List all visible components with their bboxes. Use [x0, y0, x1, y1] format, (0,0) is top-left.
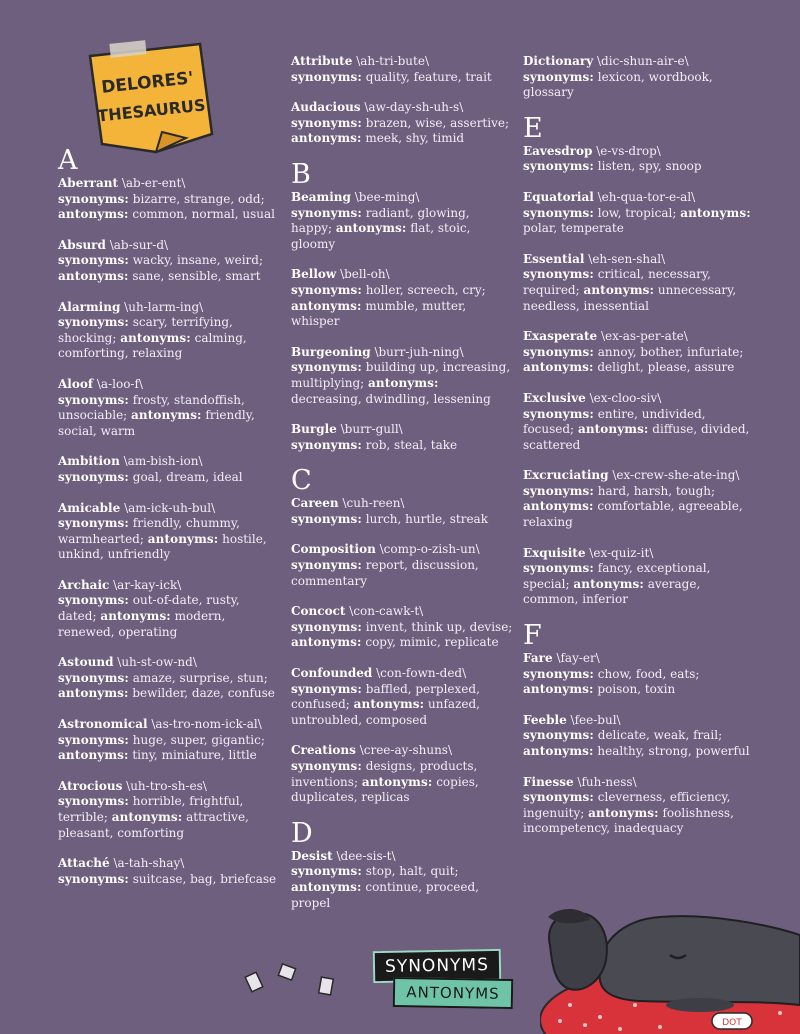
- entry-pronunciation: \burr-gull\: [340, 422, 403, 437]
- synonyms-list: invent, think up, devise;: [365, 619, 513, 634]
- entry-word: Attribute: [291, 54, 353, 68]
- synonyms-list: low, tropical;: [597, 205, 677, 220]
- delores-thesaurus-logo: [82, 40, 217, 158]
- synonyms-label: synonyms:: [58, 191, 129, 206]
- entry-pronunciation: \ab-sur-d\: [109, 237, 169, 252]
- synonyms-label: synonyms:: [291, 437, 362, 452]
- thesaurus-entry: [523, 329, 753, 376]
- antonyms-list: delight, please, assure: [597, 360, 735, 375]
- synonyms-list: holler, screech, cry;: [365, 282, 486, 297]
- synonyms-label: synonyms:: [58, 732, 129, 747]
- entry-pronunciation: \uh-larm-ing\: [124, 299, 204, 314]
- synonyms-list: frosty, standoffish, unsociable;: [58, 392, 245, 423]
- synonyms-label: synonyms:: [523, 69, 594, 84]
- entry-word: Astound: [58, 655, 114, 670]
- thesaurus-entry: [291, 666, 513, 728]
- paper-scraps-doodle: [240, 960, 350, 1000]
- entry-pronunciation: \con-cawk-t\: [349, 604, 424, 619]
- synonyms-label: synonyms:: [291, 864, 362, 879]
- logo-line-1: DELORES': [100, 68, 195, 98]
- thesaurus-column-3: [523, 54, 753, 852]
- entry-pronunciation: \uh-st-ow-nd\: [117, 655, 197, 670]
- antonyms-list: friendly, social, warm: [58, 408, 255, 438]
- antonyms-label: antonyms:: [368, 375, 439, 390]
- thesaurus-entry: [291, 542, 513, 589]
- entry-pronunciation: \aw-day-sh-uh-s\: [364, 100, 464, 115]
- thesaurus-entry: [291, 422, 513, 453]
- antonyms-list: average, common, inferior: [523, 576, 701, 607]
- entry-pronunciation: \comp-o-zish-un\: [379, 542, 480, 557]
- synonyms-list: amaze, surprise, stun;: [132, 670, 268, 685]
- antonyms-label: antonyms:: [120, 330, 191, 345]
- entry-pronunciation: \ar-kay-ick\: [113, 577, 182, 592]
- thesaurus-entry: [523, 775, 753, 837]
- entry-word: Bellow: [291, 267, 337, 282]
- entry-word: Atrocious: [58, 778, 123, 793]
- antonyms-list: foolishness, incompetency, inadequacy: [523, 805, 734, 836]
- antonyms-label: antonyms:: [523, 499, 594, 514]
- antonyms-label: antonyms:: [111, 810, 183, 824]
- entry-word: Eavesdrop: [523, 143, 593, 158]
- entry-word: Dictionary: [523, 54, 594, 68]
- antonyms-list: meek, shy, timid: [365, 131, 465, 146]
- synonyms-list: quality, feature, trait: [365, 69, 492, 84]
- entry-pronunciation: \uh-tro-sh-es\: [126, 778, 207, 793]
- synonyms-label: synonyms:: [58, 670, 129, 685]
- entry-pronunciation: \dic-shun-air-e\: [597, 54, 689, 68]
- thesaurus-entry: [58, 501, 280, 563]
- synonyms-label: synonyms:: [523, 267, 594, 282]
- entry-pronunciation: \burr-juh-ning\: [374, 344, 464, 359]
- antonyms-label: antonyms:: [523, 360, 594, 375]
- synonyms-list: building up, increasing, multiplying;: [291, 360, 511, 390]
- entry-pronunciation: \ab-er-ent\: [121, 176, 186, 190]
- entry-pronunciation: \dee-sis-t\: [336, 848, 396, 863]
- antonyms-label: antonyms:: [291, 879, 362, 894]
- entry-pronunciation: \bell-oh\: [340, 267, 390, 282]
- synonyms-list: rob, steal, take: [365, 437, 458, 452]
- entry-word: Audacious: [291, 100, 361, 115]
- antonyms-list: flat, stoic, gloomy: [291, 221, 471, 251]
- entry-word: Archaic: [58, 577, 110, 592]
- antonyms-label: antonyms:: [361, 774, 433, 789]
- synonyms-label: synonyms:: [291, 558, 362, 573]
- antonyms-list: unnecessary, needless, inessential: [523, 282, 737, 313]
- thesaurus-entry: [58, 717, 280, 764]
- antonyms-label: antonyms:: [573, 576, 644, 591]
- synonyms-list: out-of-date, rusty, dated;: [58, 593, 240, 624]
- antonyms-label: antonyms:: [147, 531, 219, 546]
- entry-word: Absurd: [58, 237, 106, 252]
- antonyms-label: antonyms:: [291, 131, 362, 146]
- synonyms-list: lurch, hurtle, streak: [365, 511, 488, 526]
- antonyms-label: antonyms:: [291, 298, 362, 313]
- thesaurus-entry: [523, 546, 753, 608]
- antonyms-label: antonyms:: [131, 408, 202, 423]
- synonyms-label: synonyms:: [523, 406, 594, 421]
- synonyms-label: synonyms:: [58, 315, 129, 330]
- entry-word: Alarming: [58, 299, 121, 314]
- sleeping-dog-illustration: [540, 905, 800, 1034]
- synonyms-label: synonyms:: [523, 344, 594, 359]
- synonyms-label: synonyms:: [291, 360, 362, 375]
- entry-word: Amicable: [58, 500, 121, 515]
- thesaurus-entry: [291, 100, 513, 147]
- entry-pronunciation: \ex-as-per-ate\: [600, 329, 688, 344]
- thesaurus-entry: [58, 779, 280, 841]
- synonyms-label: synonyms:: [291, 511, 362, 526]
- synonyms-list: radiant, glowing, happy;: [291, 205, 470, 236]
- entry-pronunciation: \ah-tri-bute\: [356, 54, 429, 68]
- entry-word: Exquisite: [523, 545, 586, 560]
- antonyms-label: antonyms:: [680, 205, 751, 220]
- antonyms-list: polar, temperate: [523, 221, 624, 236]
- synonyms-list: fancy, exceptional, special;: [523, 561, 711, 591]
- antonyms-list: diffuse, divided, scattered: [523, 422, 750, 452]
- thesaurus-entry: [291, 604, 513, 651]
- entry-pronunciation: \am-ick-uh-bul\: [124, 500, 216, 515]
- thesaurus-entry: [523, 54, 753, 101]
- thesaurus-entry: [291, 849, 513, 911]
- synonyms-list: baffled, perplexed, confused;: [291, 681, 480, 712]
- entry-pronunciation: \ex-cloo-siv\: [589, 390, 662, 405]
- synonyms-list: huge, super, gigantic;: [132, 732, 265, 747]
- thesaurus-column-1: [58, 145, 280, 902]
- thesaurus-entry: [523, 713, 753, 760]
- entry-pronunciation: \as-tro-nom-ick-al\: [151, 717, 262, 732]
- synonyms-label: synonyms:: [291, 69, 362, 84]
- antonyms-list: healthy, strong, powerful: [597, 744, 750, 758]
- antonyms-label: antonyms:: [58, 748, 129, 763]
- thesaurus-column-2: [291, 54, 513, 926]
- antonyms-label: antonyms:: [523, 682, 594, 697]
- thesaurus-entry: [291, 345, 513, 407]
- thesaurus-entry: [291, 190, 513, 252]
- section-letter: A: [58, 145, 78, 176]
- entry-word: Finesse: [523, 774, 574, 789]
- synonyms-label: synonyms:: [58, 794, 129, 809]
- entry-pronunciation: \cree-ay-shuns\: [359, 743, 452, 758]
- thesaurus-entry: [523, 190, 753, 237]
- antonyms-list: tiny, miniature, little: [132, 748, 257, 763]
- entry-word: Equatorial: [523, 189, 594, 204]
- synonyms-label: synonyms:: [291, 681, 362, 696]
- entry-pronunciation: \e-vs-drop\: [596, 143, 661, 158]
- entry-pronunciation: \fee-bul\: [570, 712, 621, 727]
- antonyms-sticker: ANTONYMS: [393, 977, 514, 1009]
- synonyms-list: chow, food, eats;: [597, 666, 700, 681]
- synonyms-label: synonyms:: [58, 253, 129, 268]
- antonyms-label: antonyms:: [58, 268, 129, 283]
- antonyms-list: copy, mimic, replicate: [365, 635, 499, 650]
- entry-pronunciation: \ex-crew-she-ate-ing\: [612, 468, 740, 483]
- entry-word: Aloof: [58, 376, 94, 391]
- antonyms-list: common, normal, usual: [132, 207, 275, 222]
- entry-word: Excruciating: [523, 468, 609, 483]
- thesaurus-entry: [523, 391, 753, 453]
- synonyms-label: synonyms:: [523, 159, 594, 174]
- thesaurus-entry: [58, 238, 280, 285]
- synonyms-label: synonyms:: [523, 561, 594, 576]
- thesaurus-entry: [58, 856, 280, 887]
- synonyms-list: entire, undivided, focused;: [523, 406, 706, 437]
- entry-pronunciation: \a-loo-f\: [96, 376, 143, 391]
- synonyms-label: synonyms:: [523, 728, 594, 743]
- synonyms-label: synonyms:: [523, 205, 594, 220]
- thesaurus-entry: [291, 743, 513, 805]
- antonyms-list: copies, duplicates, replicas: [291, 774, 479, 805]
- entry-word: Exasperate: [523, 329, 598, 344]
- synonyms-label: synonyms:: [523, 666, 594, 681]
- section-letter: D: [291, 817, 313, 849]
- synonyms-list: friendly, chummy, warmhearted;: [58, 516, 240, 546]
- entry-word: Aberrant: [58, 176, 119, 190]
- synonyms-list: lexicon, wordbook, glossary: [523, 69, 713, 100]
- synonyms-list: critical, necessary, required;: [523, 267, 711, 297]
- synonyms-label: synonyms:: [291, 115, 362, 130]
- entry-pronunciation: \eh-qua-tor-e-al\: [597, 189, 696, 204]
- entry-word: Careen: [291, 496, 339, 511]
- antonyms-list: unfazed, untroubled, composed: [291, 697, 480, 727]
- thesaurus-entry: [291, 496, 513, 527]
- entry-pronunciation: \bee-ming\: [354, 189, 420, 204]
- antonyms-list: sane, sensible, smart: [132, 268, 261, 283]
- antonyms-list: modern, renewed, operating: [58, 609, 226, 639]
- synonyms-list: wacky, insane, weird;: [132, 253, 264, 268]
- thesaurus-entry: [523, 651, 753, 698]
- synonyms-list: brazen, wise, assertive;: [365, 115, 510, 130]
- entry-word: Creations: [291, 743, 356, 758]
- synonyms-list: listen, spy, snoop: [597, 159, 702, 174]
- antonyms-list: bewilder, daze, confuse: [132, 686, 275, 701]
- entry-pronunciation: \a-tah-shay\: [113, 856, 185, 871]
- antonyms-label: antonyms:: [58, 686, 129, 701]
- thesaurus-entry: [58, 655, 280, 702]
- entry-word: Essential: [523, 251, 585, 266]
- synonyms-list: delicate, weak, frail;: [597, 728, 723, 743]
- entry-word: Fare: [523, 651, 553, 666]
- thesaurus-entry: [58, 578, 280, 640]
- entry-pronunciation: \fay-er\: [556, 651, 600, 666]
- synonyms-label: synonyms:: [291, 282, 362, 297]
- antonyms-list: comfortable, agreeable, relaxing: [523, 499, 743, 530]
- synonyms-list: hard, harsh, tough;: [597, 483, 716, 498]
- synonyms-list: annoy, bother, infuriate;: [597, 344, 744, 359]
- synonyms-label: synonyms:: [523, 483, 594, 498]
- thesaurus-entry: [58, 176, 280, 223]
- entry-word: Composition: [291, 542, 376, 557]
- antonyms-label: antonyms:: [577, 422, 649, 437]
- synonyms-label: synonyms:: [291, 759, 362, 773]
- entry-word: Exclusive: [523, 390, 586, 405]
- antonyms-list: poison, toxin: [597, 682, 676, 697]
- entry-word: Confounded: [291, 666, 373, 681]
- antonyms-label: antonyms:: [523, 744, 594, 758]
- synonyms-list: cleverness, efficiency, ingenuity;: [523, 790, 731, 820]
- antonyms-label: antonyms:: [58, 207, 129, 222]
- entry-word: Ambition: [58, 454, 120, 469]
- thesaurus-entry: [523, 144, 753, 175]
- entry-word: Beaming: [291, 189, 351, 204]
- synonyms-label: synonyms:: [58, 593, 129, 608]
- entry-word: Burgeoning: [291, 344, 371, 359]
- section-letter: F: [523, 620, 542, 652]
- entry-word: Astronomical: [58, 717, 148, 732]
- thesaurus-entry: [523, 468, 753, 530]
- synonyms-list: stop, halt, quit;: [365, 864, 459, 879]
- entry-pronunciation: \ex-quiz-it\: [589, 545, 654, 560]
- synonyms-list: horrible, frightful, terrible;: [58, 794, 244, 824]
- antonyms-list: calming, comforting, relaxing: [58, 330, 247, 361]
- synonyms-sticker: SYNONYMS: [373, 949, 502, 983]
- antonyms-list: attractive, pleasant, comforting: [58, 810, 249, 840]
- antonyms-list: hostile, unkind, unfriendly: [58, 531, 267, 562]
- entry-pronunciation: \con-fown-ded\: [376, 666, 467, 681]
- entry-pronunciation: \fuh-ness\: [577, 774, 637, 789]
- synonyms-label: synonyms:: [291, 619, 362, 634]
- synonyms-label: synonyms:: [58, 469, 129, 484]
- thesaurus-entry: [58, 377, 280, 439]
- entry-pronunciation: \eh-sen-shal\: [588, 251, 666, 266]
- antonyms-label: antonyms:: [353, 697, 425, 712]
- antonyms-list: mumble, mutter, whisper: [291, 298, 467, 329]
- synonyms-list: designs, products, inventions;: [291, 759, 478, 789]
- logo-line-2: THESAURUS: [96, 95, 207, 126]
- thesaurus-entry: [291, 54, 513, 85]
- thesaurus-entry: [291, 267, 513, 329]
- antonyms-label: antonyms:: [100, 609, 171, 624]
- section-letter: B: [291, 158, 311, 190]
- synonyms-label: synonyms:: [58, 392, 129, 407]
- synonyms-list: report, discussion, commentary: [291, 558, 479, 588]
- entry-word: Desist: [291, 848, 333, 863]
- thesaurus-entry: [58, 454, 280, 485]
- thesaurus-entry: [58, 300, 280, 362]
- synonyms-label: synonyms:: [523, 790, 594, 805]
- entry-word: Concoct: [291, 604, 346, 619]
- dog-bed-tag: DOT: [722, 1018, 742, 1028]
- synonyms-list: bizarre, strange, odd;: [132, 191, 265, 206]
- synonyms-list: scary, terrifying, shocking;: [58, 315, 233, 345]
- entry-word: Burgle: [291, 422, 337, 437]
- synonyms-list: goal, dream, ideal: [132, 469, 243, 484]
- thesaurus-entry: [523, 252, 753, 314]
- synonyms-list: suitcase, bag, briefcase: [132, 871, 277, 886]
- antonyms-label: antonyms:: [588, 805, 659, 820]
- section-letter: C: [291, 465, 312, 497]
- synonyms-label: synonyms:: [291, 205, 362, 220]
- antonyms-label: antonyms:: [335, 221, 407, 236]
- entry-word: Attaché: [58, 856, 110, 871]
- antonyms-label: antonyms:: [583, 282, 655, 297]
- antonyms-list: continue, proceed, propel: [291, 879, 479, 910]
- antonyms-list: decreasing, dwindling, lessening: [291, 391, 491, 406]
- entry-pronunciation: \am-bish-ion\: [123, 454, 203, 469]
- entry-pronunciation: \cuh-reen\: [342, 496, 405, 511]
- synonyms-label: synonyms:: [58, 516, 129, 531]
- section-letter: E: [523, 112, 543, 144]
- synonyms-label: synonyms:: [58, 871, 129, 886]
- antonyms-label: antonyms:: [291, 635, 362, 650]
- entry-word: Feeble: [523, 712, 567, 727]
